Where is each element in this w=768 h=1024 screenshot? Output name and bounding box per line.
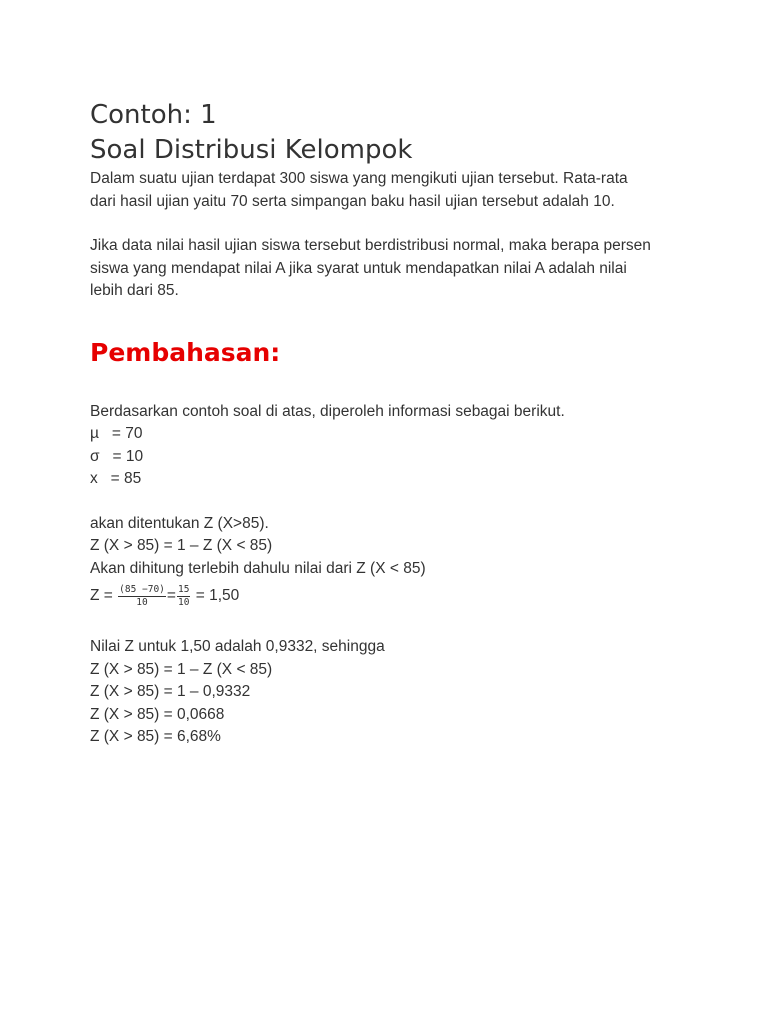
formula-prefix: Z = xyxy=(90,587,118,604)
calculation-block xyxy=(90,513,690,613)
problem-paragraph-2-line3: lebih dari 85. xyxy=(90,282,179,299)
formula-equals: = xyxy=(166,587,176,604)
problem-paragraph-1 xyxy=(90,168,690,213)
problem-paragraph-2 xyxy=(90,235,690,303)
calc-line-3: Akan dihitung terlebih dahulu nilai dari Z (X < 85) xyxy=(90,559,426,577)
result-line-4: Z (X > 85) = 0,0668 xyxy=(90,705,225,723)
mu-line: µ = 70 xyxy=(90,425,143,442)
result-line-1: Nilai Z untuk 1,50 adalah 0,9332, sehingga xyxy=(90,638,385,655)
z-formula xyxy=(90,580,690,612)
fraction-1-numerator: (85 −70) xyxy=(119,583,165,595)
pembahasan-heading: Pembahasan: xyxy=(90,337,281,367)
given-info xyxy=(90,401,690,491)
page-title-line2: Soal Distribusi Kelompok xyxy=(90,135,413,165)
fraction-1 xyxy=(118,584,166,609)
fraction-1-denominator: 10 xyxy=(136,596,148,608)
problem-paragraph-1-line1: Dalam suatu ujian terdapat 300 siswa yang mengikuti ujian tersebut. Rata-rata xyxy=(90,170,628,187)
calc-line-2: Z (X > 85) = 1 – Z (X < 85) xyxy=(90,537,273,554)
result-line-3: Z (X > 85) = 1 – 0,9332 xyxy=(90,683,251,700)
fraction-2 xyxy=(177,584,190,609)
page-title-line1: Contoh: 1 xyxy=(90,100,217,130)
formula-result: = 1,50 xyxy=(191,587,240,604)
problem-paragraph-2-line1: Jika data nilai hasil ujian siswa tersebut berdistribusi normal, maka berapa persen xyxy=(90,237,651,254)
fraction-2-denominator: 10 xyxy=(177,596,190,608)
document-page xyxy=(90,98,690,749)
intro-text: Berdasarkan contoh soal di atas, diperoleh informasi sebagai berikut. xyxy=(90,402,565,420)
result-block xyxy=(90,636,690,749)
problem-paragraph-1-line2: dari hasil ujian yaitu 70 serta simpangan baku hasil ujian tersebut adalah 10. xyxy=(90,192,615,210)
calc-line-1: akan ditentukan Z (X>85). xyxy=(90,514,269,532)
x-line: x = 85 xyxy=(90,470,142,487)
result-line-5: Z (X > 85) = 6,68% xyxy=(90,728,221,745)
problem-paragraph-2-line2: siswa yang mendapat nilai A jika syarat untuk mendapatkan nilai A adalah nilai xyxy=(90,259,627,277)
result-line-2: Z (X > 85) = 1 – Z (X < 85) xyxy=(90,660,273,678)
fraction-2-numerator: 15 xyxy=(177,583,190,595)
sigma-line: σ = 10 xyxy=(90,447,144,465)
